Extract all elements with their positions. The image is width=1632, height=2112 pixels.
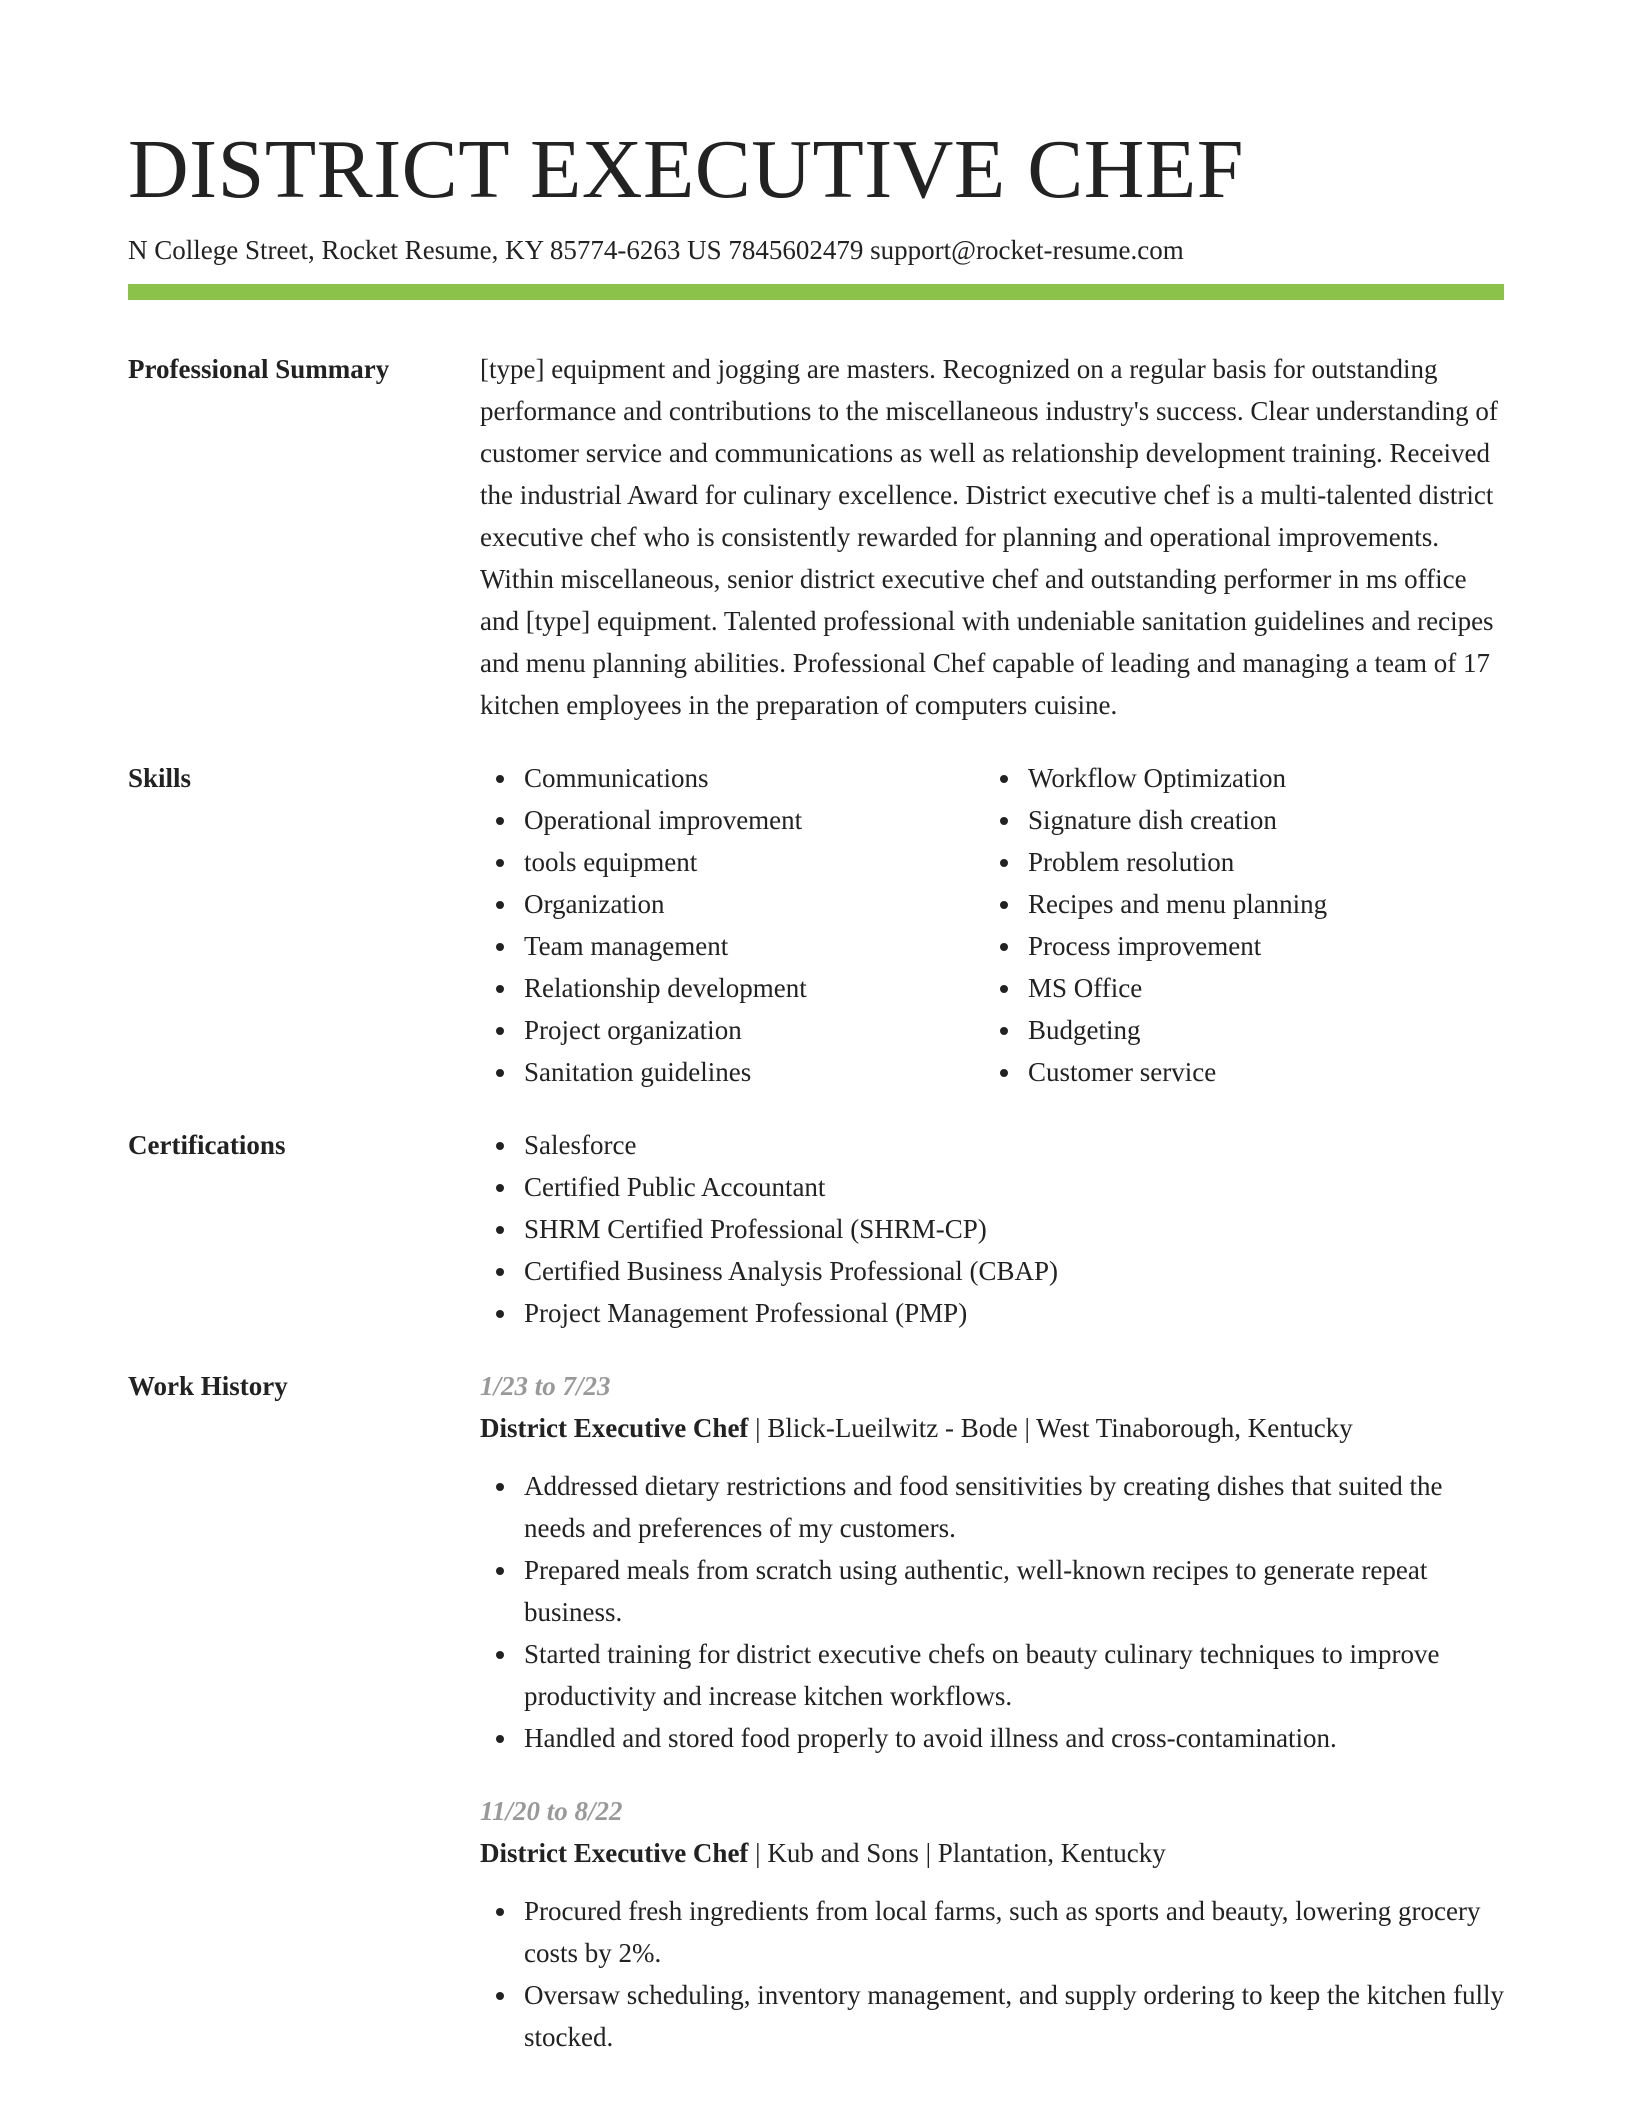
job-bullet: Addressed dietary restrictions and food sensitivities by creating dishes that suited the needs and preferences of my customers. [480,1465,1504,1549]
job-bullets [480,1890,1504,2058]
skill-item: Relationship development [480,967,984,1009]
resume-page [128,118,1504,2058]
job-bullet: Prepared meals from scratch using authentic, well-known recipes to generate repeat business. [480,1549,1504,1633]
skill-item: Sanitation guidelines [480,1051,984,1093]
skill-item: Workflow Optimization [984,757,1488,799]
certifications-heading: Certifications [128,1130,286,1160]
skills-column-2 [984,757,1488,1093]
certification-item: Certified Public Accountant [480,1166,1504,1208]
job-bullet: Oversaw scheduling, inventory management, and supply ordering to keep the kitchen fully stocked. [480,1974,1504,2058]
job-bullet: Handled and stored food properly to avoid illness and cross-contamination. [480,1717,1504,1759]
skill-item: Signature dish creation [984,799,1488,841]
job-bullet: Started training for district executive chefs on beauty culinary techniques to improve productivity and increase kitchen workflows. [480,1633,1504,1717]
certification-item: SHRM Certified Professional (SHRM-CP) [480,1208,1504,1250]
candidate-name: DISTRICT EXECUTIVE CHEF [128,123,1244,216]
certifications-body [480,1124,1504,1334]
job-bullets [480,1465,1504,1759]
skills-columns [480,757,1504,1093]
work-history-body [480,1365,1504,2058]
skill-item: Organization [480,883,984,925]
job-entry [480,1365,1504,1759]
skill-item: Project organization [480,1009,984,1051]
certification-item: Salesforce [480,1124,1504,1166]
job-entry [480,1790,1504,2058]
summary-heading: Professional Summary [128,354,390,384]
work-history-section [128,1365,1504,2058]
certifications-list [480,1124,1504,1334]
skills-section [128,757,1504,1093]
skill-item: Team management [480,925,984,967]
summary-text: [type] equipment and jogging are masters. Recognized on a regular basis for outstanding performance and contributions to the miscellaneous industry's success. Clear understanding of customer service and communications as well as relationship development training. Received the industrial Award for culinary excellence. District executive chef is a multi-talented district executive chef who is consistently rewarded for planning and operational improvements. Within miscellaneous, senior district executive chef and outstanding performer in ms office and [type] equipment. Talented professional with undeniable sanitation guidelines and recipes and menu planning abilities. Professional Chef capable of leading and managing a team of 17 kitchen employees in the preparation of computers cuisine. [480,354,1498,720]
skill-item: Problem resolution [984,841,1488,883]
certification-item: Certified Business Analysis Professional (CBAP) [480,1250,1504,1292]
job-dates: 11/20 to 8/22 [480,1796,623,1826]
skill-item: Process improvement [984,925,1488,967]
job-bullet: Procured fresh ingredients from local farms, such as sports and beauty, lowering grocery costs by 2%. [480,1890,1504,1974]
certification-item: Project Management Professional (PMP) [480,1292,1504,1334]
skill-item: Operational improvement [480,799,984,841]
skill-item: Communications [480,757,984,799]
job-title-line [480,1832,1504,1874]
summary-section [128,348,1504,726]
skills-heading: Skills [128,763,192,793]
job-dates: 1/23 to 7/23 [480,1371,611,1401]
job-employer-location: | Kub and Sons | Plantation, Kentucky [748,1838,1166,1868]
job-title-line [480,1407,1504,1449]
skill-item: Budgeting [984,1009,1488,1051]
job-employer-location: | Blick-Lueilwitz - Bode | West Tinaborough, Kentucky [748,1413,1353,1443]
skill-item: Customer service [984,1051,1488,1093]
job-role: District Executive Chef [480,1838,749,1868]
job-role: District Executive Chef [480,1413,749,1443]
header-divider [128,284,1504,300]
work-history-heading: Work History [128,1371,288,1401]
certifications-section [128,1124,1504,1334]
skill-item: Recipes and menu planning [984,883,1488,925]
skills-column-1 [480,757,984,1093]
skill-item: MS Office [984,967,1488,1009]
skill-item: tools equipment [480,841,984,883]
contact-line: N College Street, Rocket Resume, KY 85774-6263 US 7845602479 support@rocket-resume.com [128,235,1184,265]
